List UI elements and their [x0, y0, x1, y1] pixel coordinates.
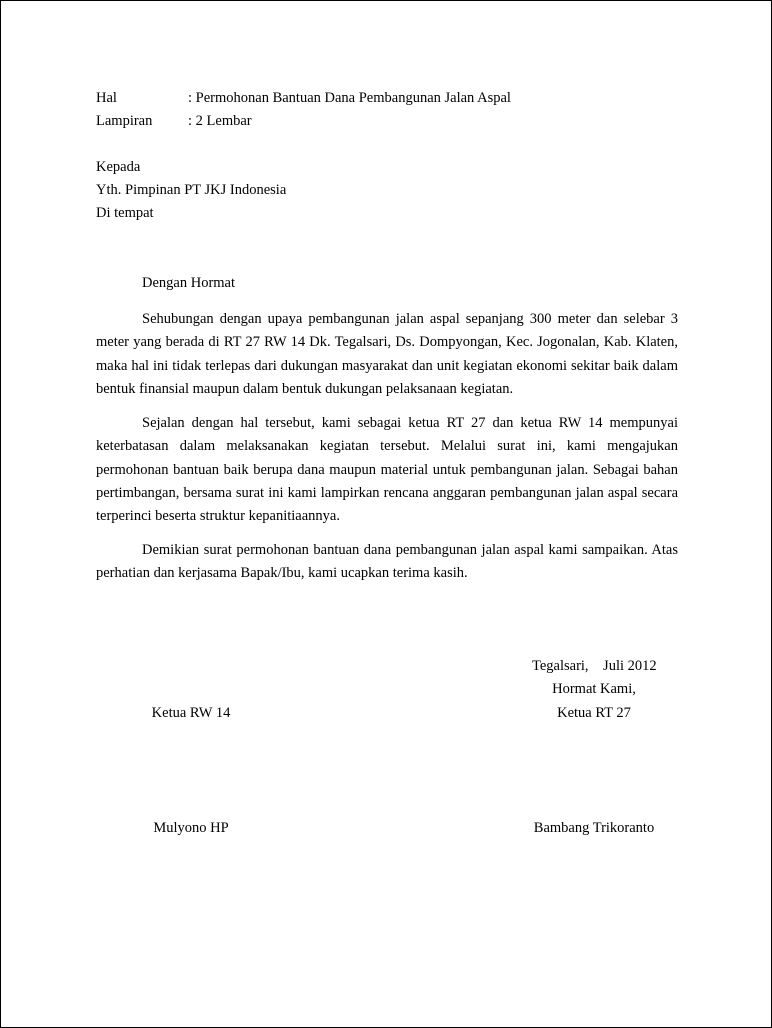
- paragraph-2: Sejalan dengan hal tersebut, kami sebagai ketua RT 27 dan ketua RW 14 mempunyai keterbatasan dalam melaksanakan kegiatan tersebut. Melalui surat ini, kami mengajukan permohonan bantuan baik berupa dana maupun material untuk pembangunan jalan. Sebagai bahan pertimbangan, bersama surat ini kami lampirkan rencana anggaran pembangunan jalan aspal secara terperinci beserta struktur kepanitiaannya.: [96, 415, 678, 525]
- hal-label: Hal: [96, 90, 117, 106]
- paragraph-1: Sehubungan dengan upaya pembangunan jalan aspal sepanjang 300 meter dan selebar 3 meter yang berada di RT 27 RW 14 Dk. Tegalsari, Ds. Dompyongan, Kec. Jogonalan, Kab. Klaten, maka hal ini tidak terlepas dari dukungan masyarakat dan unit kegiatan ekonomi sekitar baik dalam bentuk finansial maupun dalam bentuk dukungan pelaksanaan kegiatan.: [96, 311, 678, 397]
- left-signatory-title: Ketua RW 14: [151, 705, 231, 721]
- recipient-line-1: Kepada: [96, 159, 141, 175]
- recipient-line-3: Di tempat: [96, 205, 154, 221]
- hal-value: : Permohonan Bantuan Dana Pembangunan Jalan Aspal: [188, 90, 511, 106]
- paragraph-3: Demikian surat permohonan bantuan dana pembangunan jalan aspal kami sampaikan. Atas perhatian dan kerjasama Bapak/Ibu, kami ucapkan terima kasih.: [96, 542, 678, 582]
- place-date: Tegalsari, Juli 2012: [532, 658, 657, 674]
- lampiran-label: Lampiran: [96, 113, 153, 129]
- lampiran-value: : 2 Lembar: [188, 113, 252, 129]
- right-signatory-title: Ketua RT 27: [557, 705, 631, 721]
- recipient-line-2: Yth. Pimpinan PT JKJ Indonesia: [96, 182, 287, 198]
- salutation: Dengan Hormat: [142, 275, 236, 291]
- right-signatory-name: Bambang Trikoranto: [533, 820, 655, 836]
- left-signatory-name: Mulyono HP: [153, 820, 229, 836]
- regards: Hormat Kami,: [552, 681, 636, 697]
